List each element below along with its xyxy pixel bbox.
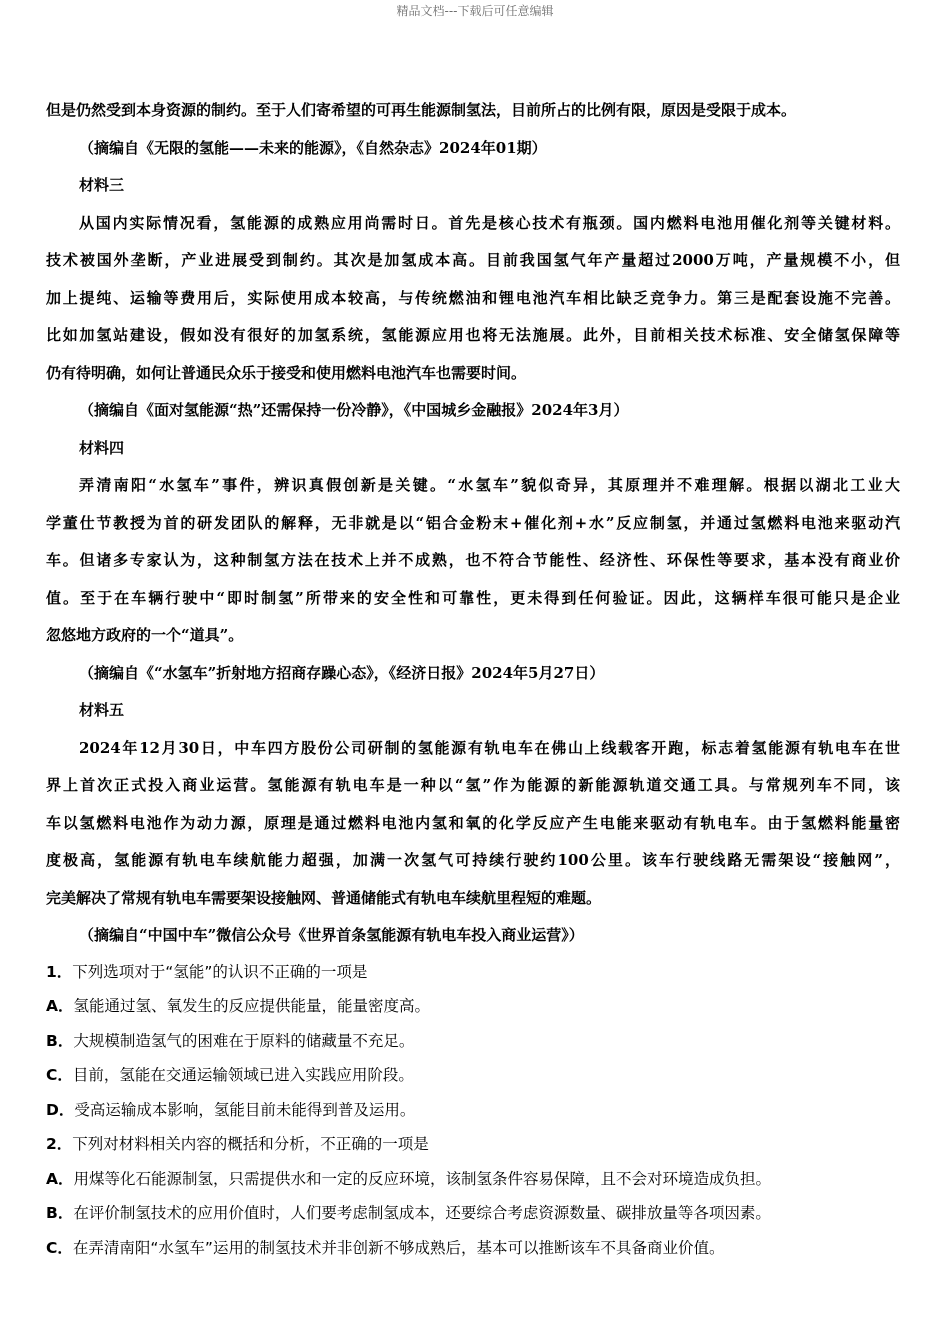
question-number: C． xyxy=(46,1238,73,1257)
passage-line: 值。至于在车辆行驶中“即时制氢”所带来的安全性和可靠性，更未得到任何验证。因此，这辆样车很可能只是企业 xyxy=(46,588,900,607)
question-line xyxy=(46,955,900,990)
passage-line: 车。但诸多专家认为，这种制氢方法在技术上并不成熟，也不符合节能性、经济性、环保性等要求，基本没有商业价 xyxy=(46,551,900,569)
question-line xyxy=(46,1231,900,1266)
passage-line: （摘编自《无限的氢能——未来的能源》，《自然杂志》2024年01期） xyxy=(79,138,547,157)
question-text: 用煤等化石能源制氢，只需提供水和一定的反应环境，该制氢条件容易保障，且不会对环境造成负担。 xyxy=(73,1169,772,1188)
passage-line: 技术被国外垄断，产业进展受到制约。其次是加氢成本高。目前我国氢气年产量超过2000万吨，产量规模不小，但 xyxy=(46,251,900,269)
passage-section xyxy=(46,92,900,955)
passage-line: 但是仍然受到本身资源的制约。至于人们寄希望的可再生能源制氢法，目前所占的比例有限，原因是受限于成本。 xyxy=(46,101,797,119)
question-line xyxy=(46,1058,900,1093)
question-number: B． xyxy=(46,1204,74,1222)
passage-line: （摘编自“中国中车”微信公众号《世界首条氢能源有轨电车投入商业运营》） xyxy=(79,926,584,944)
passage-line: 车以氢燃料电池作为动力源，原理是通过燃料电池内氢和氧的化学反应产生电能来驱动有轨电车。由于氢燃料能量密 xyxy=(46,813,900,832)
question-text: 氢能通过氢、氧发生的反应提供能量，能量密度高。 xyxy=(73,997,431,1015)
passage-line: 加上提纯、运输等费用后，实际使用成本较高，与传统燃油和锂电池汽车相比缺乏竞争力。第三是配套设施不完善。 xyxy=(46,288,900,307)
document-body xyxy=(46,92,900,1265)
passage-line: 仍有待明确，如何让普通民众乐于接受和使用燃料电池汽车也需要时间。 xyxy=(46,363,527,382)
question-line xyxy=(46,1162,900,1197)
passage-line: 界上首次正式投入商业运营。氢能源有轨电车是一种以“氢”作为能源的新能源轨道交通工具。与常规列车不同，该 xyxy=(46,776,900,794)
page-header: 精品文档---下载后可任意编辑 xyxy=(396,4,554,18)
passage-line: 2024年12月30日，中车四方股份公司研制的氢能源有轨电车在佛山上线载客开跑，标志着氢能源有轨电车在世 xyxy=(79,738,900,757)
passage-line: 材料五 xyxy=(79,701,125,719)
question-text: 下列选项对于“氢能”的认识不正确的一项是 xyxy=(72,962,368,981)
question-number: 1． xyxy=(46,962,73,981)
question-text: 在评价制氢技术的应用价值时，人们要考虑制氢成本，还要综合考虑资源数量、碳排放量等各项因素。 xyxy=(73,1204,771,1222)
question-number: 2． xyxy=(46,1135,73,1153)
question-text: 在弄清南阳“水氢车”运用的制氢技术并非创新不够成熟后，基本可以推断该车不具备商业价值。 xyxy=(72,1238,725,1257)
question-text: 受高运输成本影响，氢能目前未能得到普及运用。 xyxy=(74,1100,416,1119)
passage-line: 比如加氢站建设，假如没有很好的加氢系统，氢能源应用也将无法施展。此外，目前相关技术标准、安全储氢保障等 xyxy=(46,326,900,344)
question-number: A． xyxy=(46,1169,74,1188)
passage-line: 弄清南阳“水氢车”事件，辨识真假创新是关键。“水氢车”貌似奇异，其原理并不难理解。根据以湖北工业大 xyxy=(79,476,900,494)
question-line xyxy=(46,1093,900,1128)
question-line xyxy=(46,1024,900,1059)
question-line xyxy=(46,1196,900,1231)
passage-line: 材料四 xyxy=(79,438,125,457)
passage-line: 度极高，氢能源有轨电车续航能力超强，加满一次氢气可持续行驶约100公里。该车行驶线路无需架设“接触网”， xyxy=(46,851,900,869)
question-section xyxy=(46,955,900,1266)
question-number: C． xyxy=(46,1066,73,1084)
passage-line: （摘编自《面对氢能源“热”还需保持一份冷静》，《中国城乡金融报》2024年3月） xyxy=(79,401,629,419)
question-number: D． xyxy=(46,1100,75,1119)
passage-line: 完美解决了常规有轨电车需要架设接触网、普通储能式有轨电车续航里程短的难题。 xyxy=(46,888,602,907)
question-line xyxy=(46,1127,900,1162)
question-text: 大规模制造氢气的困难在于原料的储藏量不充足。 xyxy=(73,1031,415,1050)
question-line xyxy=(46,989,900,1024)
passage-line: （摘编自《“水氢车”折射地方招商存躁心态》，《经济日报》2024年5月27日） xyxy=(79,663,605,682)
passage-line: 学董仕节教授为首的研发团队的解释，无非就是以“铝合金粉末+催化剂+水”反应制氢，并通过氢燃料电池来驱动汽 xyxy=(46,513,900,532)
question-number: A． xyxy=(46,997,74,1015)
question-number: B． xyxy=(46,1031,74,1050)
passage-line: 忽悠地方政府的一个“道具”。 xyxy=(46,626,244,644)
question-text: 目前，氢能在交通运输领域已进入实践应用阶段。 xyxy=(72,1066,414,1084)
passage-line: 从国内实际情况看，氢能源的成熟应用尚需时日。首先是核心技术有瓶颈。国内燃料电池用催化剂等关键材料。 xyxy=(79,213,900,232)
passage-line: 材料三 xyxy=(79,176,125,194)
question-text: 下列对材料相关内容的概括和分析，不正确的一项是 xyxy=(72,1135,429,1153)
